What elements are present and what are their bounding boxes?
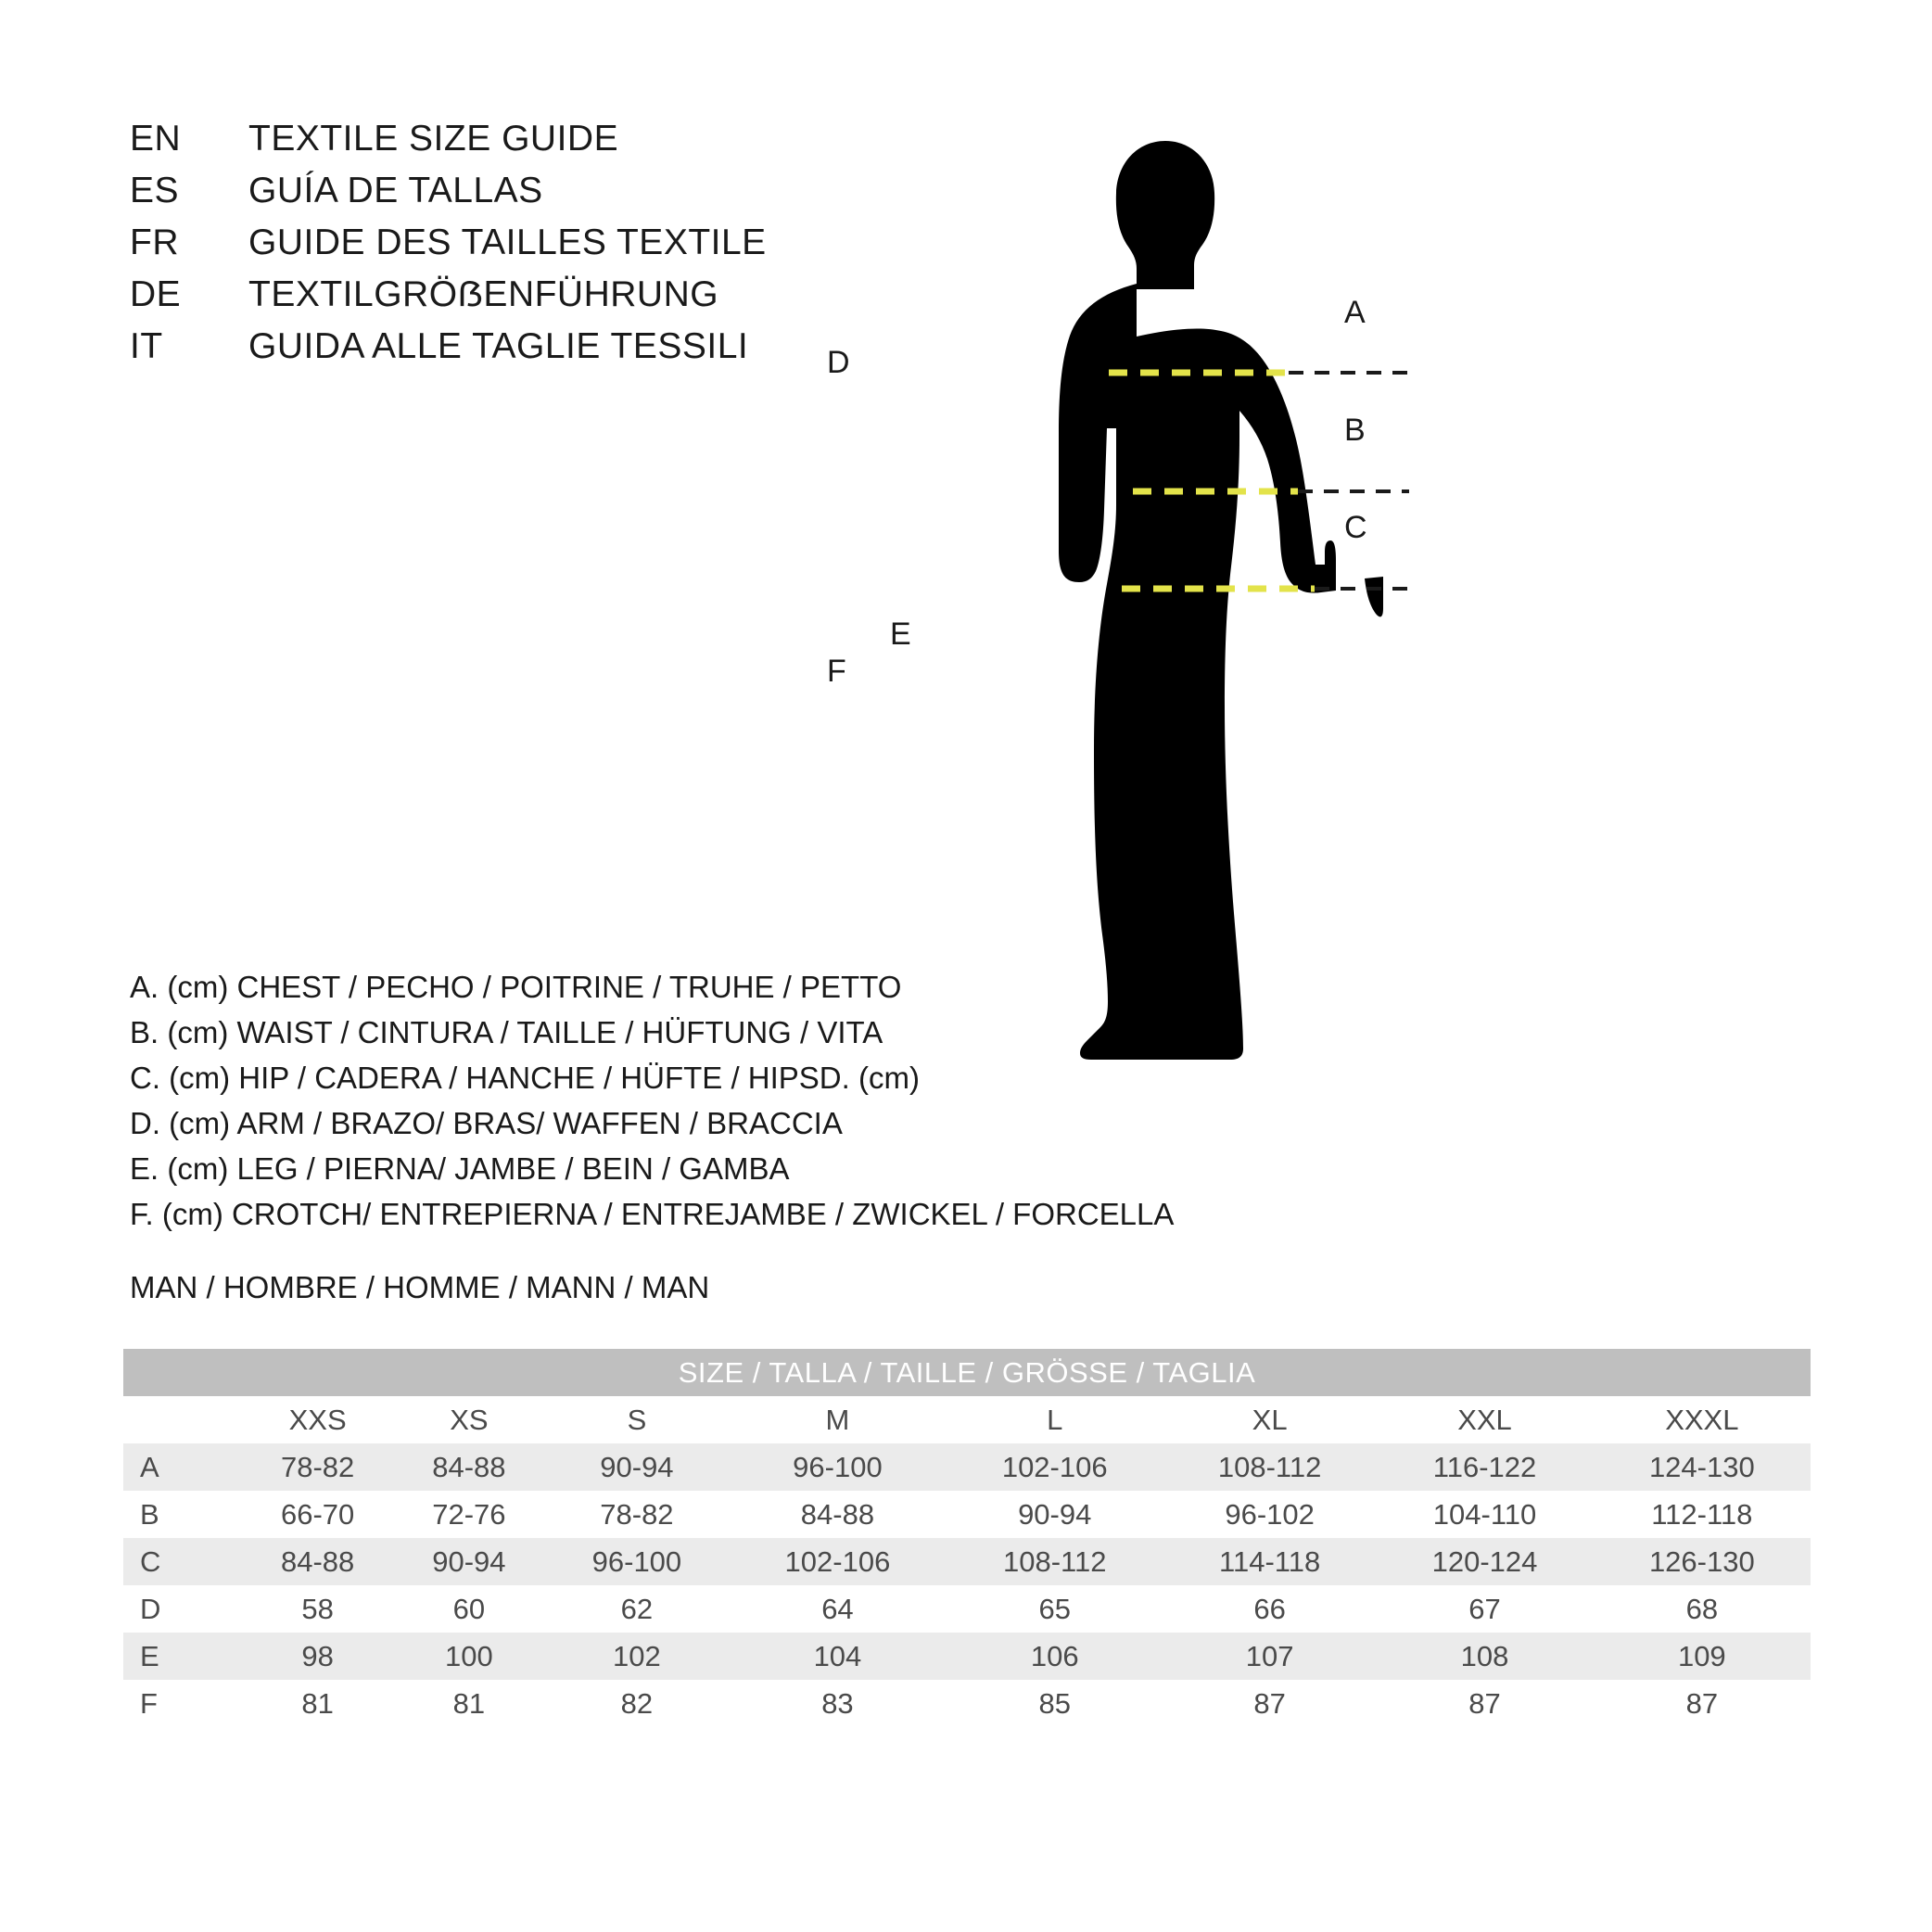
language-code: DE	[130, 274, 182, 314]
cell: 66	[1163, 1585, 1377, 1633]
cell: 96-102	[1163, 1491, 1377, 1538]
marker-label-b: B	[1344, 413, 1366, 448]
table-row	[123, 1585, 1811, 1633]
language-row	[130, 171, 964, 222]
table-row	[123, 1443, 1811, 1491]
cell: 90-94	[393, 1538, 544, 1585]
body-measurement-diagram	[827, 83, 1873, 1289]
cell: 81	[393, 1680, 544, 1727]
cell: 58	[242, 1585, 393, 1633]
cell: 78-82	[242, 1443, 393, 1491]
language-row	[130, 222, 964, 274]
cell: 109	[1594, 1633, 1811, 1680]
cell: 106	[947, 1633, 1163, 1680]
cell: 116-122	[1376, 1443, 1593, 1491]
column-header-xl: XL	[1163, 1396, 1377, 1443]
cell: 107	[1163, 1633, 1377, 1680]
legend-item-f: F. (cm) CROTCH/ ENTREPIERNA / ENTREJAMBE / ZWICKEL / FORCELLA	[130, 1197, 1175, 1231]
cell: 78-82	[545, 1491, 730, 1538]
row-label-a: A	[123, 1443, 242, 1491]
row-label-e: E	[123, 1633, 242, 1680]
cell: 84-88	[729, 1491, 946, 1538]
cell: 104	[729, 1633, 946, 1680]
cell: 96-100	[729, 1443, 946, 1491]
cell: 112-118	[1594, 1491, 1811, 1538]
language-title: TEXTILGRÖẞENFÜHRUNG	[248, 274, 719, 314]
cell: 124-130	[1594, 1443, 1811, 1491]
cell: 82	[545, 1680, 730, 1727]
language-title-block	[130, 119, 964, 378]
man-silhouette-icon	[1059, 141, 1383, 1060]
table-row	[123, 1633, 1811, 1680]
cell: 96-100	[545, 1538, 730, 1585]
dimension-label-e: E	[890, 616, 911, 652]
marker-label-c: C	[1344, 510, 1367, 545]
legend-item-c: C. (cm) HIP / CADERA / HANCHE / HÜFTE / HIPSD. (cm)	[130, 1061, 920, 1095]
cell: 65	[947, 1585, 1163, 1633]
language-code: IT	[130, 326, 163, 366]
cell: 68	[1594, 1585, 1811, 1633]
dimension-label-d: D	[827, 345, 850, 380]
column-header-m: M	[729, 1396, 946, 1443]
cell: 72-76	[393, 1491, 544, 1538]
row-label-f: F	[123, 1680, 242, 1727]
cell: 108	[1376, 1633, 1593, 1680]
language-row	[130, 274, 964, 326]
table-band-title	[123, 1349, 1811, 1396]
language-title: GUIDE DES TAILLES TEXTILE	[248, 222, 767, 262]
cell: 87	[1594, 1680, 1811, 1727]
table-row	[123, 1680, 1811, 1727]
language-code: FR	[130, 222, 179, 262]
table-row	[123, 1491, 1811, 1538]
size-table	[123, 1349, 1811, 1727]
legend-item-e: E. (cm) LEG / PIERNA/ JAMBE / BEIN / GAMBA	[130, 1151, 790, 1186]
cell: 84-88	[393, 1443, 544, 1491]
column-header-s: S	[545, 1396, 730, 1443]
cell: 104-110	[1376, 1491, 1593, 1538]
cell: 87	[1163, 1680, 1377, 1727]
language-title: GUIDA ALLE TAGLIE TESSILI	[248, 326, 749, 366]
cell: 102	[545, 1633, 730, 1680]
table-title-cell: SIZE / TALLA / TAILLE / GRÖSSE / TAGLIA	[123, 1349, 1811, 1396]
cell: 108-112	[947, 1538, 1163, 1585]
language-title: TEXTILE SIZE GUIDE	[248, 119, 619, 159]
column-header-xxl: XXL	[1376, 1396, 1593, 1443]
table-row	[123, 1538, 1811, 1585]
legend-item-d: D. (cm) ARM / BRAZO/ BRAS/ WAFFEN / BRACCIA	[130, 1106, 843, 1140]
language-title: GUÍA DE TALLAS	[248, 171, 543, 210]
cell: 60	[393, 1585, 544, 1633]
cell: 114-118	[1163, 1538, 1377, 1585]
row-label-c: C	[123, 1538, 242, 1585]
dimension-label-f: F	[827, 654, 846, 689]
row-label-d: D	[123, 1585, 242, 1633]
cell: 62	[545, 1585, 730, 1633]
cell: 98	[242, 1633, 393, 1680]
cell: 126-130	[1594, 1538, 1811, 1585]
column-header-xxxl: XXXL	[1594, 1396, 1811, 1443]
row-label-b: B	[123, 1491, 242, 1538]
header-corner-cell	[123, 1396, 242, 1443]
cell: 83	[729, 1680, 946, 1727]
cell: 120-124	[1376, 1538, 1593, 1585]
language-code: ES	[130, 171, 180, 210]
cell: 90-94	[947, 1491, 1163, 1538]
cell: 90-94	[545, 1443, 730, 1491]
cell: 102-106	[947, 1443, 1163, 1491]
column-header-xs: XS	[393, 1396, 544, 1443]
cell: 108-112	[1163, 1443, 1377, 1491]
cell: 100	[393, 1633, 544, 1680]
cell: 85	[947, 1680, 1163, 1727]
cell: 84-88	[242, 1538, 393, 1585]
legend-item-b: B. (cm) WAIST / CINTURA / TAILLE / HÜFTUNG / VITA	[130, 1015, 883, 1049]
gender-label: MAN / HOMBRE / HOMME / MANN / MAN	[130, 1270, 710, 1304]
legend-item-a: A. (cm) CHEST / PECHO / POITRINE / TRUHE / PETTO	[130, 970, 902, 1004]
cell: 64	[729, 1585, 946, 1633]
marker-label-a: A	[1344, 295, 1366, 330]
column-header-l: L	[947, 1396, 1163, 1443]
cell: 66-70	[242, 1491, 393, 1538]
table-header-row	[123, 1396, 1811, 1443]
language-code: EN	[130, 119, 182, 159]
language-row	[130, 119, 964, 171]
cell: 87	[1376, 1680, 1593, 1727]
column-header-xxs: XXS	[242, 1396, 393, 1443]
cell: 102-106	[729, 1538, 946, 1585]
cell: 67	[1376, 1585, 1593, 1633]
cell: 81	[242, 1680, 393, 1727]
